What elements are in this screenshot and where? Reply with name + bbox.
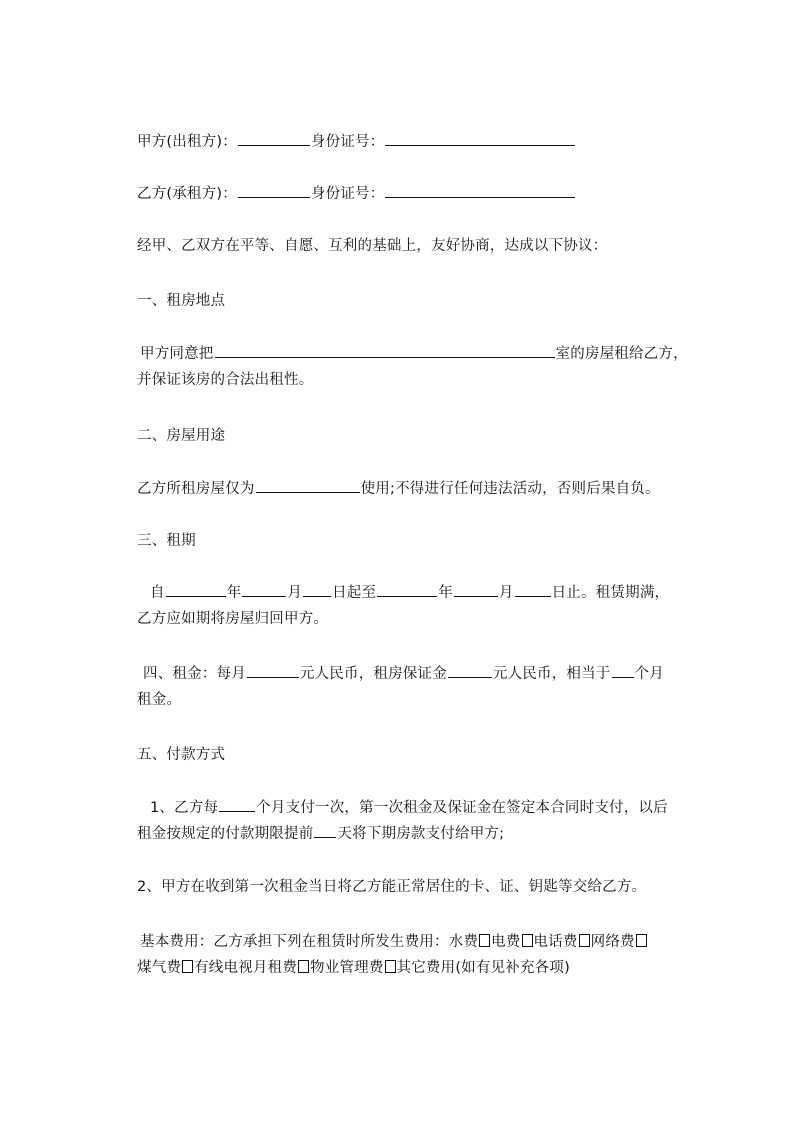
fee-phone-checkbox[interactable]: [579, 934, 590, 947]
fee-electricity: 电费: [491, 934, 521, 950]
party-a-label: 甲方(出租方)：: [137, 134, 237, 150]
end-year-blank[interactable]: [377, 582, 437, 597]
section3-heading: 三、租期: [137, 533, 196, 549]
day1-label: 日起至: [332, 585, 377, 601]
fees-line2: [137, 957, 570, 979]
fee-water-checkbox[interactable]: [479, 934, 490, 947]
from-label: 自: [150, 585, 165, 601]
deposit-months-blank[interactable]: [612, 663, 634, 678]
deposit-rmb-label: 元人民币，相当于: [492, 666, 611, 682]
party-a-name-blank[interactable]: [238, 131, 310, 146]
month1-label: 月: [287, 585, 303, 601]
deposit-blank[interactable]: [448, 663, 492, 678]
fees-prefix: 基本费用：乙方承担下列在租赁时所发生费用：: [140, 934, 449, 950]
item1-mid: 个月支付一次，第一次租金及保证金在签定本合同时支付，以后: [256, 800, 668, 816]
section1-heading: 一、租房地点: [137, 293, 226, 309]
section1-line1: [140, 343, 688, 365]
end-month-blank[interactable]: [454, 582, 498, 597]
year1-label: 年: [226, 585, 242, 601]
fees-line1: [140, 931, 648, 953]
party-a-id-blank[interactable]: [385, 131, 575, 146]
month2-label: 月: [498, 585, 514, 601]
party-b-id-label: 身份证号：: [310, 186, 385, 202]
rent-prefix: 四、租金：每月: [143, 666, 246, 682]
year2-label: 年: [438, 585, 453, 601]
fee-electricity-checkbox[interactable]: [522, 934, 533, 947]
advance-days-blank[interactable]: [314, 823, 336, 838]
section3-line1: [150, 582, 669, 604]
party-b-line: [137, 183, 576, 205]
fee-internet-checkbox[interactable]: [636, 934, 647, 947]
fee-other: 其它费用(如有见补充各项): [396, 960, 570, 976]
item1-prefix: 1、乙方每: [150, 800, 219, 816]
section2-text-before: 乙方所租房屋仅为: [137, 481, 255, 497]
section3-line2: 乙方应如期将房屋归回甲方。: [137, 611, 329, 627]
start-year-blank[interactable]: [166, 582, 226, 597]
preamble: 经甲、乙双方在平等、自愿、互利的基础上，友好协商，达成以下协议：: [137, 238, 608, 254]
section2-text-after: 使用;不得进行任何违法活动，否则后果自负。: [360, 481, 660, 497]
payment-interval-blank[interactable]: [219, 797, 255, 812]
fee-gas: 煤气费: [137, 960, 182, 976]
months-label: 个月: [634, 666, 664, 682]
room-address-blank[interactable]: [215, 343, 555, 358]
end-day-blank[interactable]: [515, 582, 551, 597]
section4-line1: [143, 663, 664, 685]
start-day-blank[interactable]: [303, 582, 331, 597]
party-a-id-label: 身份证号：: [310, 134, 385, 150]
item1-line2-suffix: 天将下期房款支付给甲方;: [337, 826, 505, 842]
party-b-id-blank[interactable]: [385, 183, 575, 198]
rent-rmb-label: 元人民币，租房保证金: [299, 666, 447, 682]
section4-line2: 租金。: [137, 692, 182, 708]
usage-blank[interactable]: [256, 478, 360, 493]
start-month-blank[interactable]: [242, 582, 286, 597]
fee-cable-tv-checkbox[interactable]: [298, 960, 309, 973]
fee-cable-tv: 有线电视月租费: [194, 960, 298, 976]
item1-line2-prefix: 租金按规定的付款期限提前: [137, 826, 314, 842]
fee-phone: 电话费: [533, 934, 578, 950]
section5-heading: 五、付款方式: [137, 747, 226, 763]
section2-line: [137, 478, 660, 500]
day2-label: 日止。租赁期满，: [551, 585, 670, 601]
party-b-label: 乙方(承租方)：: [137, 186, 237, 202]
monthly-rent-blank[interactable]: [247, 663, 299, 678]
fee-gas-checkbox[interactable]: [182, 960, 193, 973]
section1-line2: 并保证该房的合法出租性。: [137, 372, 314, 388]
party-b-name-blank[interactable]: [238, 183, 310, 198]
fee-property-management-checkbox[interactable]: [385, 960, 396, 973]
section2-heading: 二、房屋用途: [137, 428, 226, 444]
payment-item1-line2: [137, 823, 504, 845]
party-a-line: [137, 131, 576, 153]
section1-text-before: 甲方同意把: [140, 346, 214, 362]
section1-text-after: 室的房屋租给乙方，: [555, 346, 688, 362]
payment-item1-line1: [150, 797, 668, 819]
fee-property-management: 物业管理费: [310, 960, 384, 976]
payment-item2: 2、甲方在收到第一次租金当日将乙方能正常居住的卡、证、钥匙等交给乙方。: [137, 879, 647, 895]
fee-water: 水费: [448, 934, 479, 950]
fee-internet: 网络费: [590, 934, 635, 950]
